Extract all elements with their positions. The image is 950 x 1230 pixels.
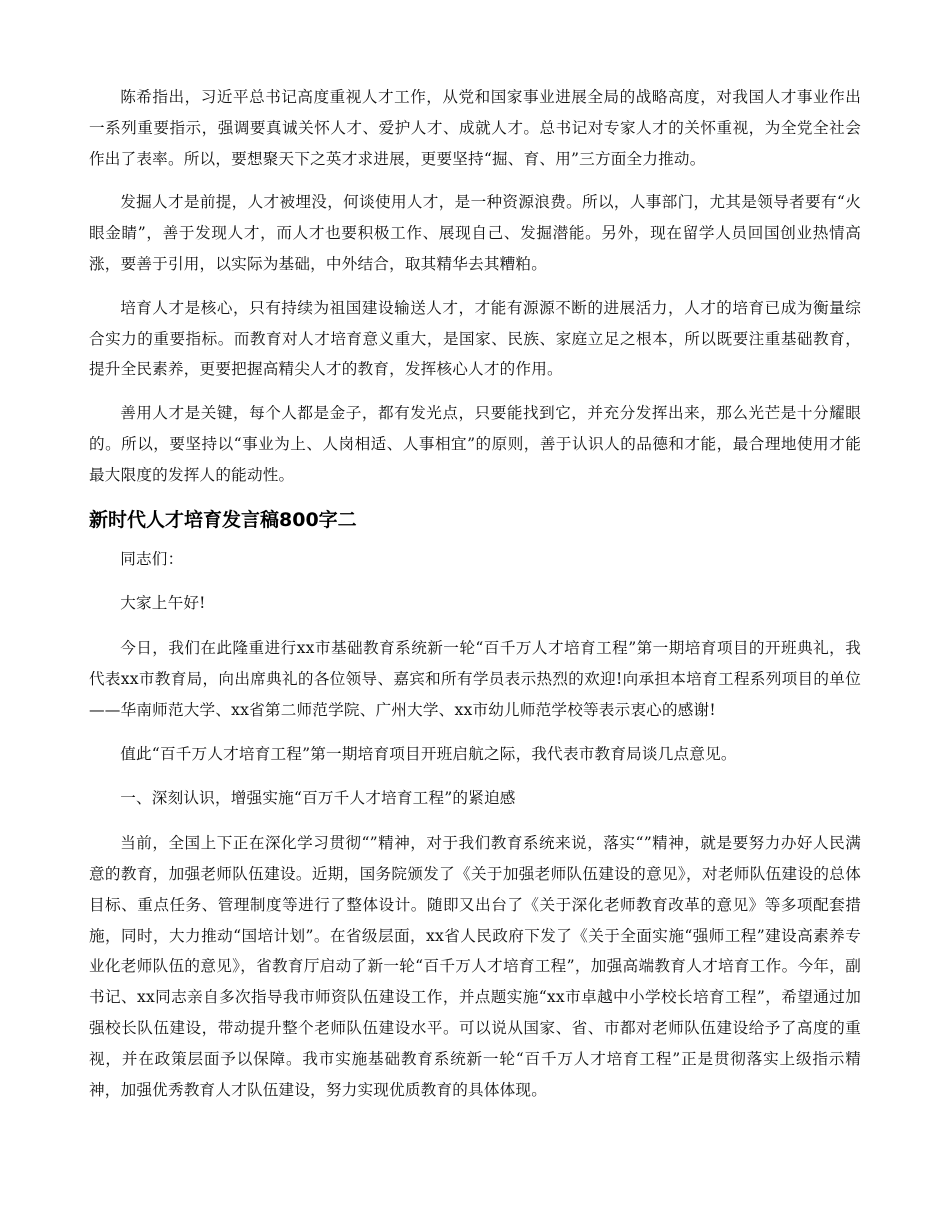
paragraph-greeting-comrades: 同志们：	[120, 549, 184, 568]
section-title: 新时代人才培育发言稿800字二	[89, 508, 357, 531]
paragraph-chenxi: 陈希指出，习近平总书记高度重视人才工作，从党和国家事业进展全局的战略高度，对我国人才事业作出一系列重要指示，强调要真诚关怀人才、爱护人才、成就人才。总书记对专家人才的关怀重视，为全党全社会作出了表率。所以，要想聚天下之英才求进展，更要坚持“掘、育、用”三方面全力推动。	[89, 88, 861, 168]
paragraph-discover-talent: 发掘人才是前提，人才被埋没，何谈使用人才，是一种资源浪费。所以，人事部门，尤其是领导者要有“火眼金睛”，善于发现人才，而人才也要积极工作、展现自己、发掘潜能。另外，现在留学人员回国创业热情高涨，要善于引用，以实际为基础，中外结合，取其精华去其糟粕。	[89, 193, 861, 273]
paragraph-greeting-morning: 大家上午好!	[120, 594, 206, 613]
paragraph-opinions-intro: 值此“百千万人才培育工程”第一期培育项目开班启航之际，我代表市教育局谈几点意见。	[120, 744, 737, 763]
paragraph-current-situation: 当前，全国上下正在深化学习贯彻“”精神，对于我们教育系统来说，落实“”精神，就是要努力办好人民满意的教育，加强老师队伍建设。近期，国务院颁发了《关于加强老师队伍建设的意见》，对老师队伍建设的总体目标、重点任务、管理制度等进行了整体设计。随即又出台了《关于深化老师教育改革的意见》等多项配套措施，同时，大力推动“国培计划”。在省级层面，xx省人民政府下发了《关于全面实施“强师工程”建设高素养专业化老师队伍的意见》，省教育厅启动了新一轮“百千万人才培育工程”，加强高端教育人才培育工作。今年，副书记、xx同志亲自多次指导我市师资队伍建设工作，并点题实施“xx市卓越中小学校长培育工程”，希望通过加强校长队伍建设，带动提升整个老师队伍建设水平。可以说从国家、省、市都对老师队伍建设给予了高度的重视，并在政策层面予以保障。我市实施基础教育系统新一轮“百千万人才培育工程”正是贯彻落实上级指示精神，加强优秀教育人才队伍建设，努力实现优质教育的具体体现。	[89, 834, 861, 1099]
paragraph-heading-one: 一、深刻认识，增强实施“百万千人才培育工程”的紧迫感	[120, 789, 516, 808]
paragraph-cultivate-talent: 培育人才是核心，只有持续为祖国建设输送人才，才能有源源不断的进展活力，人才的培育已成为衡量综合实力的重要指标。而教育对人才培育意义重大，是国家、民族、家庭立足之根本，所以既要注重基础教育，提升全民素养，更要把握高精尖人才的教育，发挥核心人才的作用。	[89, 298, 861, 379]
paragraph-opening-ceremony: 今日，我们在此隆重进行xx市基础教育系统新一轮“百千万人才培育工程”第一期培育项目的开班典礼，我代表xx市教育局，向出席典礼的各位领导、嘉宾和所有学员表示热烈的欢迎!向承担本培育工程系列项目的单位——华南师范大学、xx省第二师范学院、广州大学、xx市幼儿师范学校等表示衷心的感谢!	[89, 639, 861, 719]
paragraph-use-talent: 善用人才是关键，每个人都是金子，都有发光点，只要能找到它，并充分发挥出来，那么光芒是十分耀眼的。所以，要坚持以“事业为上、人岗相适、人事相宜”的原则，善于认识人的品德和才能，最合理地使用才能最大限度的发挥人的能动性。	[89, 404, 861, 484]
document-page	[89, 82, 861, 1118]
